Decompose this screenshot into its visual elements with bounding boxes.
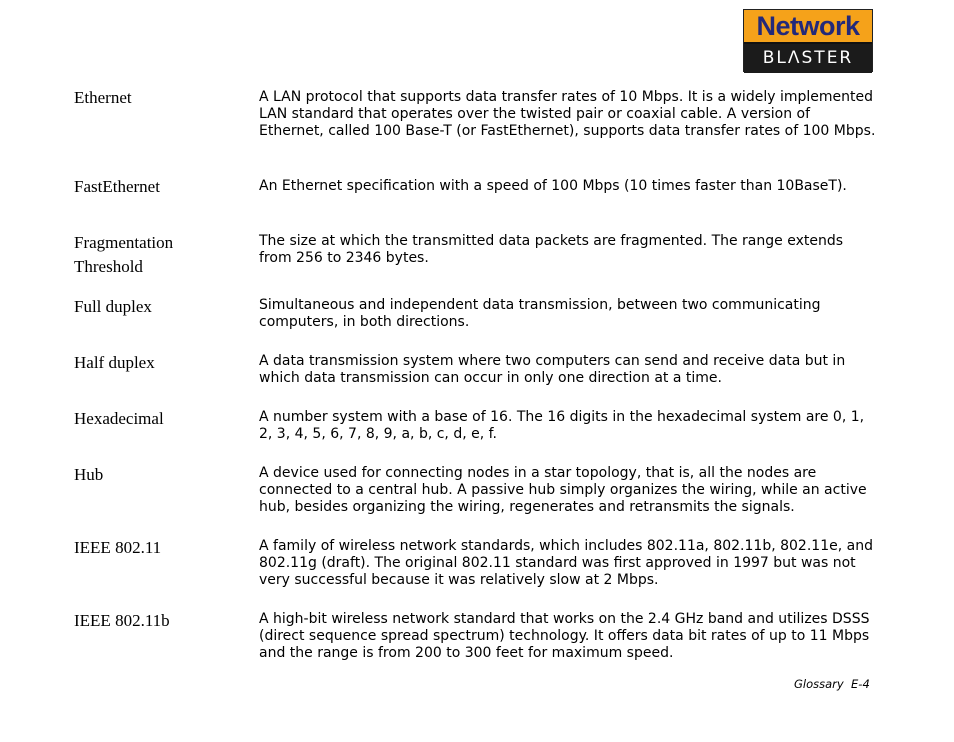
definition-ieee-802-11: A family of wireless network standards, which includes 802.11a, 802.11b, 802.11e, and 802.11g (draft). The original 802.11 standard was first approved in 1997 but was not very successful because it was relatively slow at 2 Mbps. bbox=[259, 538, 873, 588]
definition-fastethernet: An Ethernet specification with a speed of 100 Mbps (10 times faster than 10BaseT). bbox=[259, 178, 847, 194]
term-fastethernet: FastEthernet bbox=[74, 177, 160, 196]
footer-page-number: E-4 bbox=[851, 677, 870, 691]
term-ieee-802-11: IEEE 802.11 bbox=[74, 538, 162, 557]
definition-hub: A device used for connecting nodes in a star topology, that is, all the nodes are connected to a central hub. A passive hub simply organizes the wiring, while an active hub, besides organizing the wiring, regenerates and retransmits the signals. bbox=[259, 465, 867, 515]
term-hub: Hub bbox=[74, 465, 104, 484]
term-line-2: Threshold bbox=[74, 257, 143, 276]
term-hexadecimal: Hexadecimal bbox=[74, 409, 164, 428]
definition-fragmentation-threshold: The size at which the transmitted data packets are fragmented. The range extends from 256 to 2346 bytes. bbox=[259, 233, 844, 266]
logo-blaster-text: BLΛSTER bbox=[744, 44, 872, 73]
network-blaster-logo bbox=[743, 9, 873, 72]
definition-ethernet: A LAN protocol that supports data transfer rates of 10 Mbps. It is a widely implemented LAN standard that operates over the twisted pair or coaxial cable. A version of Ethernet, called 100 Base-T (or FastEthernet), supports data transfer rates of 100 Mbps. bbox=[259, 89, 876, 139]
definition-half-duplex: A data transmission system where two computers can send and receive data but in which data transmission can occur in only one direction at a time. bbox=[259, 353, 846, 386]
term-ieee-802-11b: IEEE 802.11b bbox=[74, 611, 170, 630]
footer-section: Glossary bbox=[794, 677, 844, 691]
term-full-duplex: Full duplex bbox=[74, 297, 152, 316]
term-ethernet: Ethernet bbox=[74, 88, 132, 107]
definition-full-duplex: Simultaneous and independent data transmission, between two communicating computers, in both directions. bbox=[259, 297, 821, 330]
term-fragmentation-threshold bbox=[74, 231, 249, 279]
term-half-duplex: Half duplex bbox=[74, 353, 155, 372]
page-footer bbox=[794, 677, 870, 691]
definition-hexadecimal: A number system with a base of 16. The 16 digits in the hexadecimal system are 0, 1, 2, 3, 4, 5, 6, 7, 8, 9, a, b, c, d, e, f. bbox=[259, 409, 865, 442]
logo-network-text: Network bbox=[744, 10, 872, 44]
term-line-1: Fragmentation bbox=[74, 233, 174, 252]
definition-ieee-802-11b: A high-bit wireless network standard that works on the 2.4 GHz band and utilizes DSSS (direct sequence spread spectrum) technology. It offers data bit rates of up to 11 Mbps and the range is from 200 to 300 feet for maximum speed. bbox=[259, 611, 870, 661]
